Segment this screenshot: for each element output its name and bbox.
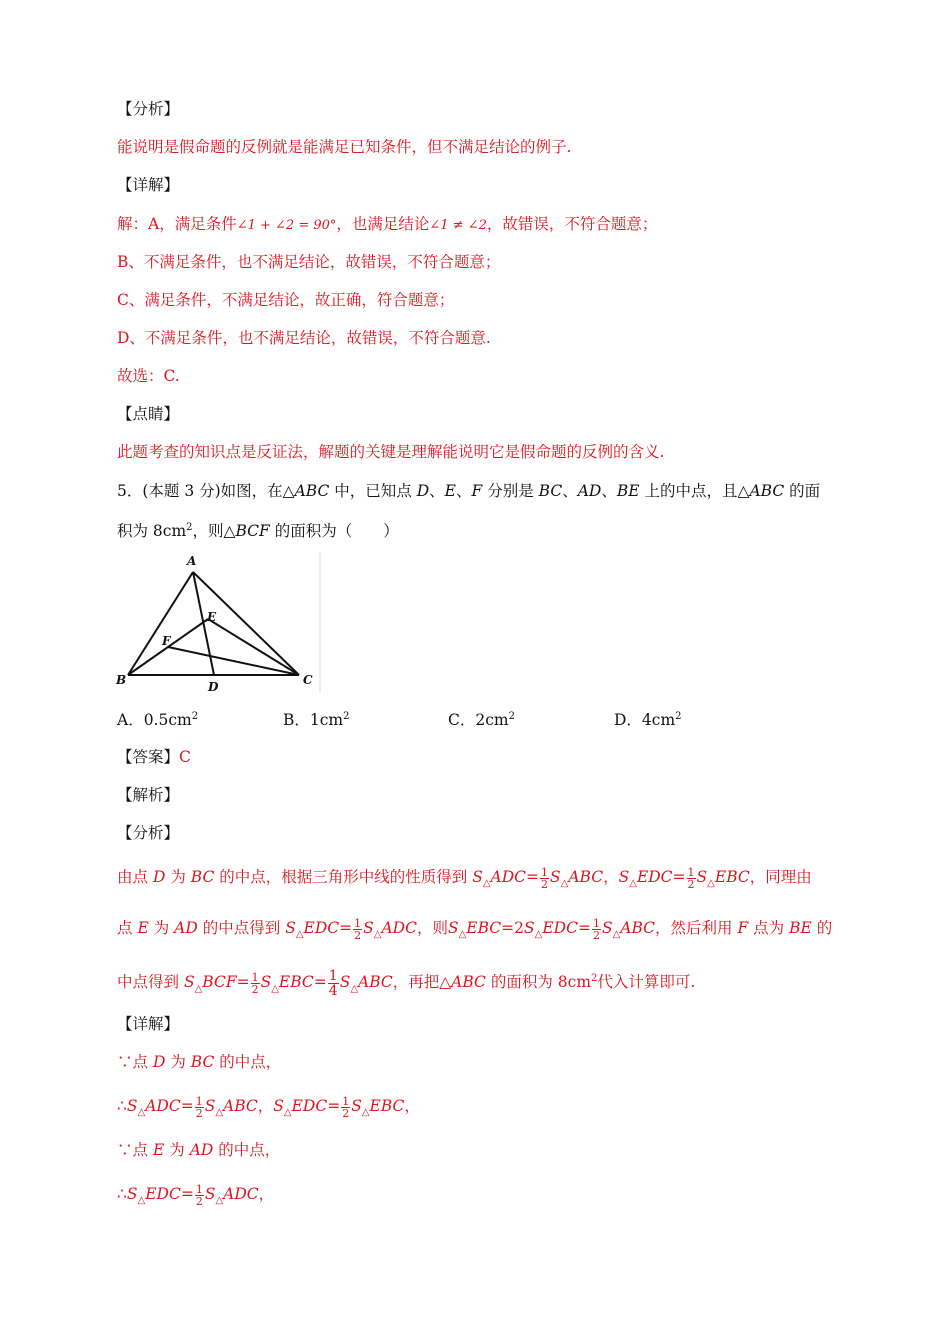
math: ABC: [749, 482, 785, 500]
math: E: [444, 482, 456, 500]
sub: △: [271, 983, 279, 995]
option-a-label: A．0.5cm: [117, 711, 192, 729]
sup: 2: [191, 710, 199, 722]
text: =: [672, 868, 686, 886]
sup: 2: [186, 522, 193, 533]
sub: △: [137, 1107, 146, 1119]
math: D: [152, 868, 166, 886]
therefore-symbol: ∴: [117, 1185, 127, 1203]
sub: △: [194, 983, 203, 995]
text: ，: [404, 1097, 420, 1115]
text: 的面积为 8cm: [490, 973, 592, 992]
text: =: [180, 1097, 194, 1115]
question5-line1: [117, 480, 850, 502]
text: 代入计算即可.: [597, 973, 696, 992]
segment-AB: [128, 572, 193, 675]
math: S: [618, 868, 630, 886]
text: ，然后利用: [655, 919, 733, 937]
text: =: [526, 868, 540, 886]
label-A: A: [187, 554, 197, 568]
text: 解：A，满足条件: [117, 215, 237, 233]
analysis-text-1: 能说明是假命题的反例就是能满足已知条件，但不满足结论的例子.: [117, 138, 572, 156]
math: S: [260, 973, 272, 992]
num: 1: [541, 865, 549, 879]
text: =: [236, 973, 250, 992]
math: S: [447, 919, 459, 937]
math: ADC: [223, 1185, 259, 1203]
math: BCF: [235, 522, 270, 541]
option-b[interactable]: [283, 708, 350, 730]
text: 的中点，: [219, 1053, 282, 1071]
text: 的中点，: [218, 1141, 281, 1159]
den: 2: [541, 877, 549, 891]
text: 中，已知点: [334, 482, 412, 500]
math: AD: [174, 919, 198, 937]
text: 由点: [117, 868, 149, 886]
text: 的中点，根据三角形中线的性质得到: [219, 868, 468, 886]
math: ADC: [490, 868, 527, 886]
option-b-label: B．1cm: [283, 711, 344, 729]
math: BE: [789, 919, 812, 937]
text: ，: [257, 1097, 274, 1115]
math: EBC: [278, 973, 314, 992]
comment-heading: 【点睛】: [117, 405, 180, 423]
detail-line-c: C、满足条件，不满足结论，故正确，符合题意；: [117, 291, 455, 309]
num: 1: [354, 916, 362, 930]
math: S: [524, 919, 535, 937]
triangle-figure: [112, 550, 322, 696]
text: ，再把△: [392, 973, 452, 992]
math: D: [152, 1053, 166, 1071]
text: 、: [601, 482, 617, 500]
math: S: [351, 1097, 362, 1115]
num: 1: [328, 967, 338, 984]
num: 1: [195, 1094, 203, 1108]
text: ，也满足结论: [336, 215, 430, 233]
math: AD: [189, 1141, 214, 1159]
text: ，故错误，不符合题意；: [486, 215, 658, 233]
text: 中点得到: [117, 973, 180, 992]
text: 为: [169, 1141, 185, 1159]
math: S: [204, 1185, 216, 1203]
answer-value: C: [179, 748, 191, 766]
analysis-p2: [117, 917, 850, 946]
math: S: [126, 1185, 138, 1203]
math: EBC: [714, 868, 750, 886]
math: EDC: [636, 868, 673, 886]
text: =: [180, 1185, 194, 1203]
fraction-half: [251, 972, 260, 995]
answer-line: [117, 746, 850, 768]
detail-heading-2: 【详解】: [117, 1015, 180, 1033]
math: S: [363, 919, 374, 937]
num: 1: [342, 1094, 350, 1108]
math: ADC: [145, 1097, 181, 1115]
text: =: [313, 973, 327, 992]
text: ，: [603, 868, 619, 886]
math: AD: [577, 482, 602, 500]
text: 的面: [789, 482, 821, 500]
math: ABC: [294, 482, 330, 500]
math: S: [183, 973, 195, 992]
text: 点为: [753, 919, 785, 937]
because-symbol: ∵: [117, 1053, 133, 1071]
text: 点: [117, 919, 133, 937]
sub: △: [534, 929, 543, 941]
text: ，则: [416, 919, 448, 937]
text: 的: [816, 919, 833, 937]
text: 点: [132, 1053, 149, 1071]
detail-step-3: [117, 1139, 850, 1161]
text: 的中点得到: [202, 919, 281, 937]
sub: △: [458, 929, 467, 941]
option-c[interactable]: [448, 708, 515, 730]
question5-line2: [117, 517, 850, 542]
sub: △: [707, 878, 715, 890]
option-d-label: D．4cm: [614, 711, 676, 729]
math: E: [152, 1141, 165, 1159]
detail-line-d: D、不满足条件，也不满足结论，故错误，不符合题意.: [117, 329, 491, 347]
detail-step-4: [117, 1183, 850, 1212]
den: 2: [354, 928, 362, 942]
math: ABC: [358, 973, 393, 992]
math: E: [137, 919, 149, 937]
detail-line-b: B、不满足条件，也不满足结论，故错误，不符合题意；: [117, 253, 501, 271]
fraction-half: [195, 1184, 204, 1207]
math: ADC: [381, 919, 417, 937]
sub: △: [283, 1107, 292, 1119]
math: D: [416, 482, 430, 500]
comment-text: 此题考查的知识点是反证法，解题的关键是理解能说明它是假命题的反例的含义.: [117, 443, 665, 461]
math: BC: [190, 868, 215, 886]
math: S: [696, 868, 708, 886]
choice-line: 故选：C.: [117, 367, 180, 385]
text: 上的中点，且△: [644, 482, 750, 500]
den: 2: [195, 1106, 203, 1120]
math: ABC: [451, 973, 486, 992]
sub: △: [215, 1195, 224, 1207]
math: EBC: [466, 919, 502, 937]
detail-step-2: [117, 1095, 850, 1124]
math: S: [472, 868, 483, 886]
den: 2: [195, 1194, 203, 1208]
den: 2: [592, 928, 600, 942]
sub: △: [560, 878, 569, 890]
num: 1: [251, 970, 259, 984]
math: F: [471, 482, 483, 500]
segment-FC: [168, 647, 299, 675]
answer-heading: 【答案】: [117, 748, 180, 766]
sub: △: [215, 1107, 224, 1119]
math: EDC: [303, 919, 340, 937]
math-angle-neq: ∠1 ≠ ∠2: [429, 218, 487, 233]
math: S: [339, 973, 351, 992]
segment-EC: [208, 619, 299, 675]
option-a[interactable]: [117, 708, 198, 730]
detail-line-a: [117, 213, 850, 237]
text: 5．(本题 3 分)如图，在△: [117, 482, 295, 500]
num: 1: [592, 916, 600, 930]
text: =: [327, 1097, 341, 1115]
sup: 2: [508, 710, 515, 722]
math: EDC: [542, 919, 578, 937]
text: 为: [170, 868, 186, 886]
math: ABC: [620, 919, 655, 937]
because-symbol: ∵: [117, 1141, 133, 1159]
analysis-p3: [117, 968, 850, 1000]
num: 1: [687, 865, 695, 879]
math: EDC: [145, 1185, 181, 1203]
label-F: F: [162, 634, 171, 648]
math: BE: [616, 482, 640, 500]
text: =: [577, 919, 591, 937]
math: ABC: [568, 868, 604, 886]
fraction-quarter: [328, 969, 339, 998]
text: 为: [153, 919, 170, 937]
text: =: [339, 919, 353, 937]
fraction-half: [592, 918, 601, 941]
num: 1: [195, 1182, 203, 1196]
math: ABC: [223, 1097, 258, 1115]
option-d[interactable]: [614, 708, 682, 730]
explain-heading: 【解析】: [117, 786, 180, 804]
text: 点: [132, 1141, 149, 1159]
sub: △: [373, 929, 382, 941]
label-B: B: [116, 673, 127, 687]
text: 分别是: [487, 482, 534, 500]
den: 2: [251, 982, 259, 996]
math: S: [126, 1097, 138, 1115]
fraction-half: [353, 918, 362, 941]
label-D: D: [208, 680, 219, 694]
fraction-half: [540, 867, 549, 890]
text: ，则△: [192, 522, 236, 541]
math: S: [273, 1097, 284, 1115]
sup: 2: [675, 710, 682, 722]
text: 同理由: [765, 868, 812, 886]
therefore-symbol: ∴: [117, 1097, 127, 1115]
text: 的面积为（ ）: [274, 522, 399, 541]
math-angle-sum: ∠1 + ∠2 = 90°: [236, 218, 337, 233]
den: 2: [687, 877, 695, 891]
text: 、: [429, 482, 445, 500]
fraction-half: [195, 1096, 204, 1119]
math: S: [601, 919, 613, 937]
text: 、: [456, 482, 472, 500]
text: ，: [258, 1185, 275, 1203]
label-C: C: [303, 673, 313, 687]
sub: △: [612, 929, 621, 941]
sub: △: [482, 878, 491, 890]
text: ，: [749, 868, 766, 886]
math: BCF: [202, 973, 237, 992]
detail-step-1: [117, 1051, 850, 1073]
sup: 2: [591, 973, 598, 984]
math: S: [204, 1097, 216, 1115]
math: EBC: [369, 1097, 405, 1115]
analysis-heading-1: 【分析】: [117, 100, 180, 118]
analysis-p1: [117, 866, 850, 895]
den: 2: [342, 1106, 350, 1120]
sub: △: [629, 878, 637, 890]
sub: △: [295, 929, 304, 941]
fraction-half: [687, 867, 696, 890]
math: S: [550, 868, 561, 886]
text: 为: [170, 1053, 186, 1071]
sub: △: [361, 1107, 370, 1119]
math: BC: [538, 482, 563, 500]
sub: △: [350, 983, 359, 995]
option-c-label: C．2cm: [448, 711, 509, 729]
label-E: E: [207, 610, 217, 624]
text: 、: [562, 482, 578, 500]
text: =2: [501, 919, 524, 937]
math: S: [285, 919, 296, 937]
sub: △: [137, 1195, 146, 1207]
analysis-heading-2: 【分析】: [117, 824, 180, 842]
math: EDC: [291, 1097, 328, 1115]
sup: 2: [343, 710, 350, 722]
text: 积为 8cm: [117, 522, 187, 541]
math: BC: [190, 1053, 215, 1071]
math: F: [737, 919, 749, 937]
fraction-half: [341, 1096, 350, 1119]
den: 4: [328, 982, 338, 999]
detail-heading-1: 【详解】: [117, 176, 180, 194]
